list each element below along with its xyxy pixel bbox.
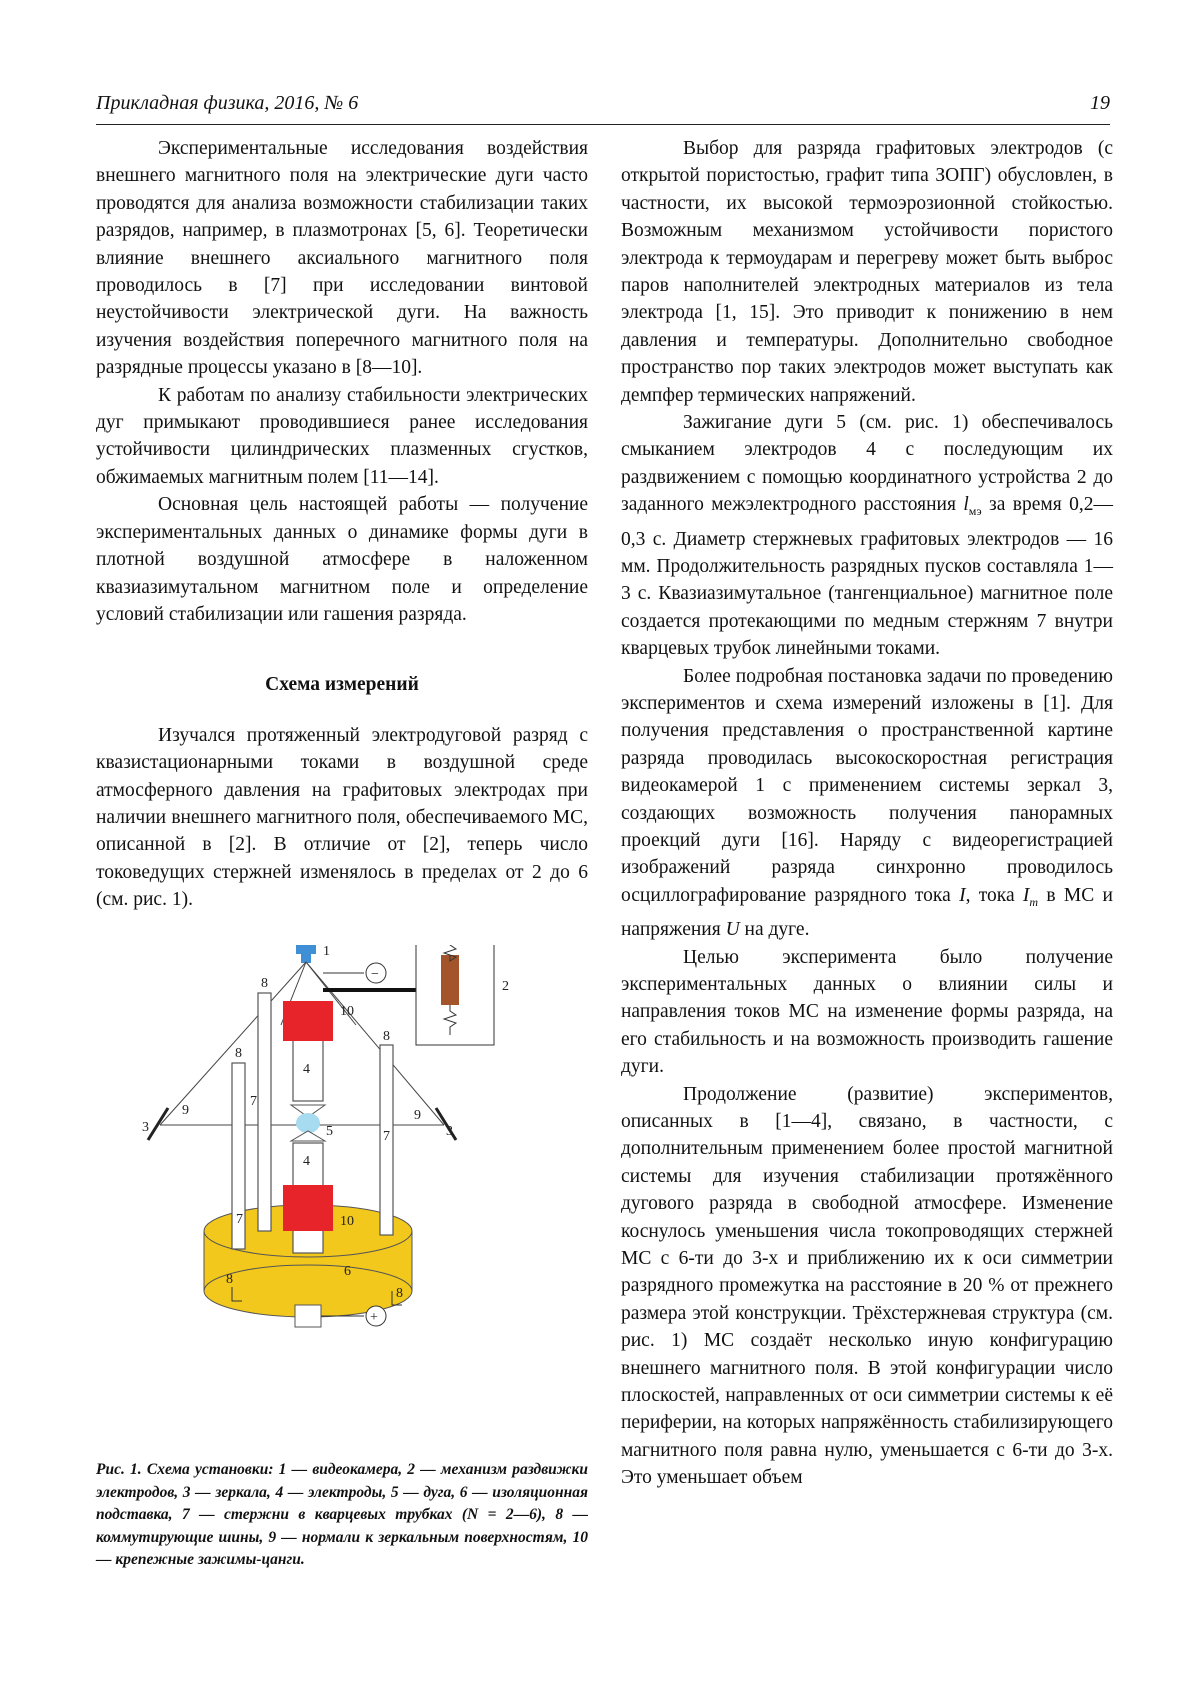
setup-diagram (96, 945, 588, 1455)
journal-title: Прикладная физика, 2016, № 6 (96, 92, 359, 114)
electrode-lower-tip (291, 1131, 325, 1141)
section-paragraph: Изучался протяженный электродуговой разряд с квазистационарными токами в воздушной среде атмосферного давления на графитовых электродах при наличии внешнего магнитного поля, обеспечиваемого МС, описанной в [2]. В отличие от [2], теперь число токоведущих стержней изменялось в пределах от 2 до 6 (см. рис. 1). (96, 724, 588, 911)
label-rod-2: 7 (236, 1212, 243, 1227)
label-normal-left: 9 (182, 1103, 189, 1118)
label-rod-3: 7 (383, 1129, 390, 1144)
right-paragraph-1: Выбор для разряда графитовых электродов (с открытой пористостью, графит типа ЗОПГ) обусловлен, в частности, их высокой термоэрозионной стойкостью. Возможным механизмом устойчивости пористого электрода к термоударам и перегреву может быть выброс паров наполнителей электродных материалов из тела электрода [1, 15]. Это приводит к понижению в нем давления и температуры. Дополнительно свободное пространство пор таких электродов может выступать как демпфер термических напряжений. (621, 138, 1113, 406)
camera-icon (296, 945, 316, 963)
section-heading: Схема измерений (265, 674, 419, 696)
label-mirror-right: 3 (446, 1124, 453, 1139)
label-camera: 1 (323, 945, 330, 959)
collet-lower (283, 1185, 333, 1231)
intro-paragraph-2: К работам по анализу стабильности электрических дуг примыкают проводившиеся ранее исследования устойчивости цилиндрических плазменных сгустков, обжимаемых магнитным полем [11—14]. (96, 384, 588, 488)
label-normal-right: 9 (414, 1108, 421, 1123)
label-bus-rod-1: 8 (261, 976, 268, 991)
mirror-left (148, 1108, 168, 1140)
label-minus: − (371, 967, 379, 982)
label-mirror-left: 3 (142, 1120, 149, 1135)
label-collet-upper: 10 (340, 1004, 354, 1019)
label-electrode-upper: 4 (303, 1062, 310, 1077)
arc-icon (296, 1113, 320, 1133)
label-bus-rod-3: 8 (383, 1029, 390, 1044)
left-column (96, 135, 588, 914)
bottom-stem (295, 1305, 321, 1327)
label-electrode-lower: 4 (303, 1154, 310, 1169)
label-bus-base-right: 8 (396, 1286, 403, 1301)
label-collet-lower: 10 (340, 1214, 354, 1229)
label-bus-base-left: 8 (226, 1272, 233, 1287)
right-paragraph-2: Зажигание дуги 5 (см. рис. 1) обеспечивалось смыканием электродов 4 с последующим их раздвижением с помощью координатного устройства 2 до заданного межэлектродного расстояния $l_{мэ}$ за время 0,2—0,3 с. Диаметр стержневых графитовых электродов — 16 мм. Продолжительность разрядных пусков составляла 1—3 с. Квазиазимутальное (тангенциальное) магнитное поле создается протекающими по медным стержням 7 внутри кварцевых трубок линейными токами. (621, 412, 1113, 660)
right-paragraph-3: Более подробная постановка задачи по проведению экспериментов и схема измерений изложены в [1]. Для получения представления о пространственной картине разряда проводилась высокоскоростная регистрация видеокамерой 1 с применением системы зеркал 3, создающих возможность получения панорамных проекций дуги [16]. Наряду с видеорегистрацией изображений разряда синхронно проводилось осциллографирование разрядного тока I, тока $I_m$ в МС и напряжения U на дуге. (621, 665, 1113, 941)
page-number: 19 (1090, 92, 1110, 114)
label-plus: + (370, 1310, 378, 1325)
intro-paragraph-1: Экспериментальные исследования воздействия внешнего магнитного поля на электрические дуги часто проводятся для анализа возможности стабилизации таких разрядов, например, в плазмотронах [5, 6]. Теоретически влияние внешнего аксиального магнитного поля проводилось в [7] при исследовании винтовой неустойчивости электрической дуги. На важность изучения воздействия поперечного магнитного поля на разрядные процессы указано в [8—10]. (96, 138, 588, 379)
label-mechanism: 2 (502, 979, 509, 994)
intro-paragraph-3: Основная цель настоящей работы — получение экспериментальных данных о динамике формы дуги в плотной воздушной атмосфере в наложенном квазиазимутальном магнитном поле и определение условий стабилизации или гашения разряда. (96, 494, 588, 625)
label-bus-rod-2: 8 (235, 1046, 242, 1061)
running-header (96, 92, 1110, 125)
label-arc: 5 (326, 1124, 333, 1139)
right-paragraph-4: Целью эксперимента было получение экспериментальных данных о влиянии силы и направления токов МС на изменение формы разряда, на его стабильность и на возможность производить гашение дуги. (621, 946, 1113, 1078)
collet-upper (283, 1001, 333, 1041)
mechanism-box (416, 945, 494, 1045)
label-rod-1: 7 (250, 1094, 257, 1109)
right-column (621, 135, 1113, 1492)
figure-setup-diagram (96, 945, 588, 1455)
right-paragraph-5: Продолжение (развитие) экспериментов, описанных в [1—4], связано, в частности, с дополнительным применением более простой магнитной системы для изучения стабилизации протяжённого дугового разряда в свободной атмосфере. Изменение коснулось уменьшения числа токопроводящих стержней МС с 6-ти до 3-х и приближению их к оси симметрии разрядного промежутка на расстояние в 20 % от прежнего размера этой конструкции. Трёхстержневая структура (см. рис. 1) МС создаёт несколько иную конфигурацию внешнего магнитного поля. В этой конфигурации число плоскостей, направленных от оси симметрии системы к её периферии, на которых напряжённость стабилизирующего магнитного поля равна нулю, уменьшается с 6-ти до 3-х. Это уменьшает объем (621, 1083, 1113, 1489)
label-base: 6 (344, 1264, 351, 1279)
figure-caption: Рис. 1. Схема установки: 1 — видеокамера, 2 — механизм раздвижки электродов, 3 — зеркала, 4 — электроды, 5 — дуга, 6 — изоляционная подставка, 7 — стержни в кварцевых трубках (N = 2—6), 8 — коммутирующие шины, 9 — нормали к зеркальным поверхностям, 10 — крепежные зажимы-цанги. (96, 1461, 588, 1569)
